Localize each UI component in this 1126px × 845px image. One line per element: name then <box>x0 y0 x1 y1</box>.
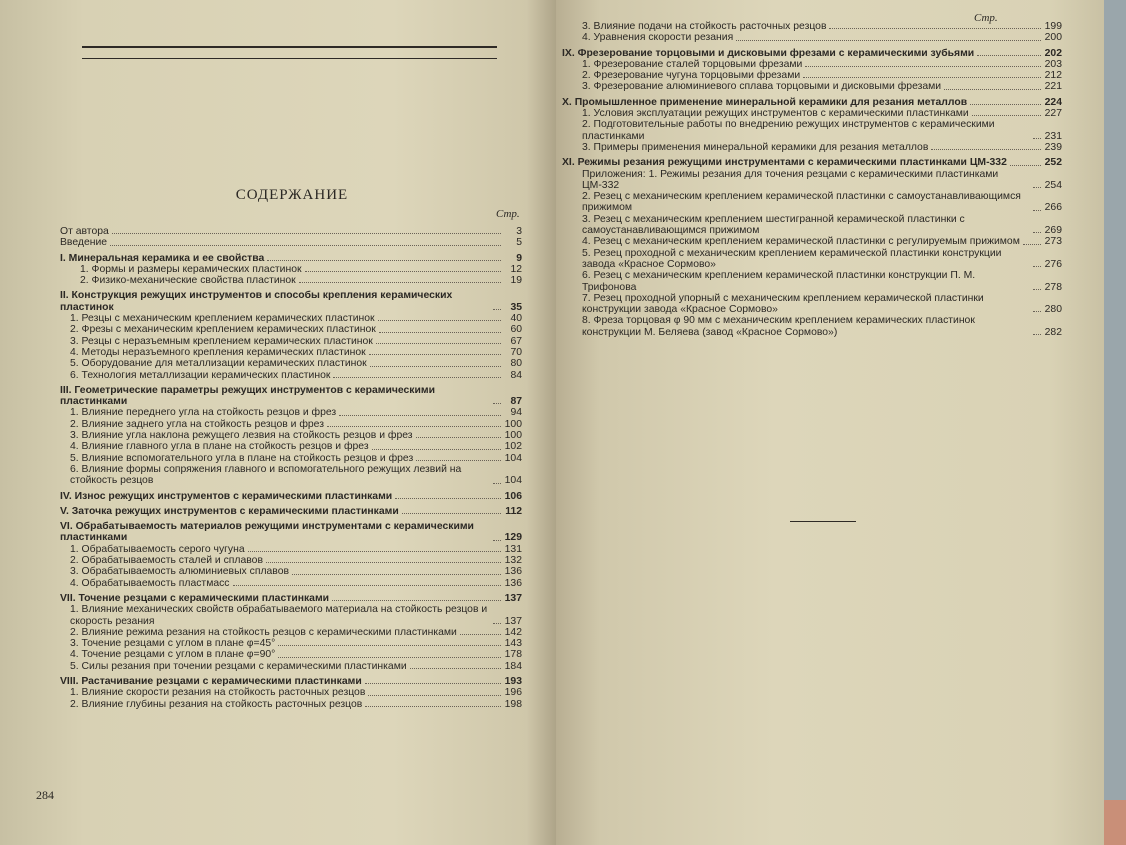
toc-entry-title: 3. Резцы с неразъемным креплением керамических пластинок <box>70 335 373 347</box>
toc-entry-title: 1. Влияние скорости резания на стойкость расточных резцов <box>70 687 366 699</box>
toc-entry-title: 1. Влияние механических свойств обрабатываемого материала на стойкость резцов и скорость резания <box>70 604 488 627</box>
toc-entry-page: 100 <box>504 418 522 430</box>
toc-entry-page: 282 <box>1044 326 1062 338</box>
contents-heading: СОДЕРЖАНИЕ <box>235 187 349 203</box>
toc-entry <box>60 430 522 441</box>
toc-entry-title: От автора <box>60 226 109 237</box>
toc-entry-title: 4. Точение резцами с углом в плане φ=90° <box>70 649 276 661</box>
toc-entry-title: X. Промышленное применение минеральной керамики для резания металлов <box>562 96 968 108</box>
toc-entry <box>60 649 522 660</box>
toc-entry-page: 221 <box>1044 81 1062 93</box>
toc-entry <box>60 593 522 604</box>
toc-entry-page: 104 <box>504 475 522 487</box>
leader-dots <box>972 115 1041 116</box>
leader-dots <box>829 28 1041 29</box>
toc-entry <box>60 441 522 452</box>
top-rule <box>82 46 497 48</box>
toc-entry <box>60 324 522 335</box>
toc-entry-page: 280 <box>1044 304 1062 316</box>
toc-entry <box>60 226 522 237</box>
toc-entry-page: 212 <box>1044 70 1062 82</box>
toc-entry-page: 254 <box>1044 179 1062 191</box>
toc-entry-title: 8. Фреза торцовая φ 90 мм с механическим креплением керамических пластинок конструкции М. Беляева (завод «Красное Сормово») <box>582 315 975 338</box>
toc-entry-title: 2. Влияние глубины резания на стойкость расточных резцов <box>70 698 363 710</box>
leader-dots <box>1033 289 1041 290</box>
toc-entry-page: 100 <box>504 430 522 442</box>
leader-dots <box>327 426 501 427</box>
toc-entry-page: 40 <box>510 313 522 325</box>
toc-entry-title: 2. Фрезерование чугуна торцовыми фрезами <box>582 70 801 82</box>
leader-dots <box>931 149 1041 150</box>
toc-entry <box>562 293 1062 316</box>
toc-entry <box>60 290 522 313</box>
toc-entry <box>562 169 1062 192</box>
toc-entry-title: 5. Оборудование для металлизации керамических пластинок <box>70 358 367 370</box>
toc-entry-page: 184 <box>504 660 522 672</box>
toc-entry-title: VIII. Растачивание резцами с керамическими пластинками <box>60 675 362 687</box>
toc-entry-page: 199 <box>1044 21 1062 32</box>
toc-entry-page: 136 <box>504 577 522 589</box>
toc-entry-title: 3. Примеры применения минеральной керамики для резания металлов <box>582 141 929 153</box>
toc-entry-page: 131 <box>504 543 522 555</box>
toc-entry <box>60 237 522 248</box>
toc-entry <box>60 453 522 464</box>
leader-dots <box>248 551 501 552</box>
toc-entry-page: 200 <box>1044 32 1062 44</box>
toc-entry-title: 1. Фрезерование сталей торцовыми фрезами <box>582 58 803 70</box>
leader-dots <box>493 403 501 404</box>
leader-dots <box>416 460 501 461</box>
toc-entry <box>60 676 522 687</box>
toc-entry-title: XI. Режимы резания режущими инструментами с керамическими пластинками ЦМ-332 <box>562 157 1007 169</box>
leader-dots <box>332 600 501 601</box>
toc-entry <box>562 97 1062 108</box>
toc-entry-title: 5. Влияние вспомогательного угла в плане на стойкость резцов и фрез <box>70 452 414 464</box>
leader-dots <box>493 309 501 310</box>
leader-dots <box>370 366 501 367</box>
end-rule <box>790 521 856 522</box>
toc-entry-title: VII. Точение резцами с керамическими пластинками <box>60 592 330 604</box>
leader-dots <box>278 657 501 658</box>
toc-entry-page: 266 <box>1044 202 1062 214</box>
toc-entry <box>60 491 522 502</box>
toc-entry-page: 143 <box>504 638 522 650</box>
leader-dots <box>1010 165 1041 166</box>
toc-entry-page: 136 <box>504 566 522 578</box>
toc-entry <box>60 555 522 566</box>
toc-entry-page: 132 <box>504 555 522 567</box>
leader-dots <box>305 271 501 272</box>
leader-dots <box>339 415 501 416</box>
toc-entry-title: 6. Технология металлизации керамических пластинок <box>70 369 331 381</box>
toc-entry <box>60 419 522 430</box>
toc-entry <box>562 142 1062 153</box>
toc-entry-title: Приложения: 1. Режимы резания для точения резцами с керамическими пластинками ЦМ-332 <box>582 168 999 191</box>
leader-dots <box>1033 266 1041 267</box>
toc-entry-page: 35 <box>510 301 522 313</box>
toc-entry-title: 4. Методы неразъемного крепления керамических пластинок <box>70 346 366 358</box>
page-column-label-right: Стр. <box>974 12 998 24</box>
toc-entry-title: 1. Резцы с механическим креплением керамических пластинок <box>70 313 375 325</box>
toc-entry <box>60 336 522 347</box>
leader-dots <box>365 706 501 707</box>
toc-entry-title: III. Геометрические параметры режущих инструментов с керамическими пластинками <box>60 384 435 408</box>
toc-entry-title: IV. Износ режущих инструментов с керамическими пластинками <box>60 490 393 502</box>
toc-entry-page: 178 <box>504 649 522 661</box>
toc-entry-page: 106 <box>504 490 522 502</box>
toc-entry <box>562 81 1062 92</box>
toc-entry-title: 3. Фрезерование алюминиевого сплава торцовыми и дисковыми фрезами <box>582 81 942 93</box>
toc-entry-page: 193 <box>504 675 522 687</box>
toc-entry-title: VI. Обрабатываемость материалов режущими инструментами с керамическими пластинками <box>60 521 474 544</box>
toc-entry-page: 80 <box>510 358 522 370</box>
toc-entry-title: 3. Резец с механическим креплением шестигранной керамической пластинки с самоустанавливающимся прижимом <box>582 213 965 237</box>
toc-entry-title: 2. Резец с механическим креплением керамической пластинки с самоустанавливающимся прижимом <box>582 191 1021 214</box>
top-rule-thin <box>82 58 497 59</box>
leader-dots <box>278 645 501 646</box>
page-number: 284 <box>36 788 54 802</box>
toc-entry <box>562 248 1062 271</box>
toc-entry <box>60 566 522 577</box>
toc-entry <box>60 604 522 627</box>
toc-entry-page: 276 <box>1044 258 1062 270</box>
left-page <box>0 0 560 845</box>
toc-entry-page: 196 <box>504 687 522 699</box>
toc-entry <box>562 59 1062 70</box>
toc-entry-page: 60 <box>510 324 522 336</box>
toc-entry-title: 1. Условия эксплуатации режущих инструментов с керамическими пластинками <box>582 108 969 120</box>
leader-dots <box>368 695 501 696</box>
toc-entry-title: 1. Обрабатываемость серого чугуна <box>70 543 245 555</box>
toc-entry-title: 2. Физико-механические свойства пластинок <box>80 275 296 287</box>
leader-dots <box>369 354 501 355</box>
toc-entry <box>60 264 522 275</box>
toc-entry-title: 2. Обрабатываемость сталей и сплавов <box>70 555 263 567</box>
leader-dots <box>1033 334 1041 335</box>
toc-entry-page: 5 <box>516 237 522 249</box>
toc-entry-title: 5. Резец проходной с механическим креплением керамической пластинки конструкции завода «Красное Сормово» <box>582 247 1002 270</box>
toc-entry <box>60 347 522 358</box>
toc-entry-title: 3. Точение резцами с углом в плане φ=45° <box>70 638 276 650</box>
toc-list-right <box>562 21 1062 338</box>
leader-dots <box>1033 210 1041 211</box>
toc-entry-page: 70 <box>510 346 522 358</box>
toc-entry <box>60 544 522 555</box>
leader-dots <box>379 332 501 333</box>
toc-list-left <box>60 226 522 710</box>
leader-dots <box>1033 187 1041 188</box>
leader-dots <box>493 483 501 484</box>
toc-entry-title: Введение <box>60 237 108 249</box>
toc-entry-page: 112 <box>505 505 522 517</box>
toc-entry <box>60 627 522 638</box>
toc-entry-title: 4. Обрабатываемость пластмасс <box>70 577 230 589</box>
leader-dots <box>376 343 501 344</box>
leader-dots <box>266 562 501 563</box>
toc-entry-title: 2. Влияние режима резания на стойкость резцов с керамическими пластинками <box>70 626 457 638</box>
toc-entry <box>60 521 522 544</box>
leader-dots <box>372 449 501 450</box>
toc-entry-title: 4. Влияние главного угла в плане на стойкость резцов и фрез <box>70 441 369 453</box>
leader-dots <box>299 282 501 283</box>
leader-dots <box>378 320 501 321</box>
toc-entry-page: 202 <box>1044 47 1062 59</box>
toc-entry-title: 3. Влияние угла наклона режущего лезвия на стойкость резцов и фрез <box>70 430 413 442</box>
toc-entry-page: 9 <box>516 252 522 264</box>
toc-entry-page: 278 <box>1044 281 1062 293</box>
toc-entry-title: 6. Резец с механическим креплением керамической пластинки конструкции П. М. Трифонова <box>582 270 976 293</box>
leader-dots <box>292 574 501 575</box>
toc-entry <box>562 70 1062 81</box>
leader-dots <box>803 77 1041 78</box>
toc-entry <box>60 661 522 672</box>
toc-entry-title: 6. Влияние формы сопряжения главного и вспомогательного режущих лезвий на стойкость резцов <box>70 463 462 487</box>
right-page <box>556 0 1104 845</box>
page-column-label: Стр. <box>496 208 520 220</box>
toc-entry <box>562 119 1062 142</box>
leader-dots <box>416 437 501 438</box>
toc-entry <box>562 157 1062 168</box>
toc-entry-page: 102 <box>504 441 522 453</box>
toc-entry-page: 129 <box>504 532 522 544</box>
leader-dots <box>460 634 501 635</box>
toc-entry-title: 4. Уравнения скорости резания <box>582 32 734 44</box>
leader-dots <box>493 623 501 624</box>
toc-entry <box>60 407 522 418</box>
toc-entry-title: 5. Силы резания при точении резцами с керамическими пластинками <box>70 660 407 672</box>
leader-dots <box>333 377 501 378</box>
toc-entry <box>562 191 1062 214</box>
toc-entry <box>60 370 522 381</box>
toc-entry <box>562 21 1062 32</box>
toc-entry <box>60 275 522 286</box>
toc-entry-page: 84 <box>510 369 522 381</box>
leader-dots <box>944 89 1041 90</box>
toc-entry-page: 19 <box>510 275 522 287</box>
toc-entry <box>60 578 522 589</box>
toc-entry-page: 273 <box>1044 236 1062 248</box>
leader-dots <box>410 668 501 669</box>
leader-dots <box>1033 311 1041 312</box>
toc-entry <box>60 385 522 408</box>
toc-entry-page: 231 <box>1044 130 1062 142</box>
leader-dots <box>1033 232 1041 233</box>
toc-entry-page: 137 <box>504 615 522 627</box>
leader-dots <box>112 233 501 234</box>
toc-entry-title: IX. Фрезерование торцовыми и дисковыми фрезами с керамическими зубьями <box>562 47 975 59</box>
leader-dots <box>402 513 501 514</box>
toc-entry-title: 1. Формы и размеры керамических пластинок <box>80 263 302 275</box>
toc-entry-title: 1. Влияние переднего угла на стойкость резцов и фрез <box>70 407 337 419</box>
leader-dots <box>970 104 1041 105</box>
toc-entry-title: II. Конструкция режущих инструментов и способы крепления керамических пластинок <box>60 290 453 313</box>
toc-entry <box>562 270 1062 293</box>
toc-entry <box>562 48 1062 59</box>
toc-entry <box>562 108 1062 119</box>
toc-entry-title: V. Заточка режущих инструментов с керамическими пластинками <box>60 505 399 517</box>
toc-entry <box>60 253 522 264</box>
leader-dots <box>267 260 501 261</box>
toc-entry <box>60 313 522 324</box>
toc-entry <box>60 358 522 369</box>
toc-entry-page: 252 <box>1044 157 1062 169</box>
toc-entry-title: 2. Влияние заднего угла на стойкость резцов и фрез <box>70 418 324 430</box>
toc-entry <box>562 315 1062 338</box>
toc-entry <box>60 506 522 517</box>
leader-dots <box>110 245 501 246</box>
leader-dots <box>977 55 1041 56</box>
toc-entry-page: 104 <box>504 452 522 464</box>
leader-dots <box>233 585 501 586</box>
toc-entry-title: 4. Резец с механическим креплением керамической пластинки с регулируемым прижимом <box>582 236 1020 248</box>
toc-entry-title: 7. Резец проходной упорный с механическим креплением керамической пластинки конструкции завода «Красное Сормово» <box>582 292 984 316</box>
toc-entry-page: 224 <box>1044 96 1062 108</box>
toc-entry-page: 137 <box>504 592 522 604</box>
leader-dots <box>395 498 501 499</box>
leader-dots <box>1033 138 1041 139</box>
leader-dots <box>805 66 1041 67</box>
toc-entry-page: 142 <box>504 626 522 638</box>
toc-entry <box>562 32 1062 43</box>
toc-entry <box>562 214 1062 237</box>
toc-entry-title: 3. Влияние подачи на стойкость расточных резцов <box>582 21 827 32</box>
toc-entry-page: 67 <box>510 335 522 347</box>
toc-entry <box>60 687 522 698</box>
toc-entry <box>60 699 522 710</box>
leader-dots <box>493 540 501 541</box>
toc-entry <box>60 464 522 487</box>
toc-entry-page: 239 <box>1044 141 1062 153</box>
toc-entry-page: 3 <box>516 226 522 237</box>
toc-entry-page: 269 <box>1044 225 1062 237</box>
toc-entry-page: 227 <box>1044 108 1062 120</box>
toc-entry-page: 87 <box>510 396 522 408</box>
leader-dots <box>365 683 501 684</box>
toc-entry-page: 198 <box>504 698 522 710</box>
toc-entry-page: 12 <box>510 263 522 275</box>
leader-dots <box>1023 244 1041 245</box>
toc-entry <box>562 236 1062 247</box>
toc-entry <box>60 638 522 649</box>
leader-dots <box>736 40 1041 41</box>
toc-entry-page: 203 <box>1044 58 1062 70</box>
toc-entry-title: I. Минеральная керамика и ее свойства <box>60 252 265 264</box>
toc-entry-title: 3. Обрабатываемость алюминиевых сплавов <box>70 566 289 578</box>
toc-entry-title: 2. Подготовительные работы по внедрению режущих инструментов с керамическими пластинками <box>582 119 995 142</box>
toc-entry-page: 94 <box>510 407 522 419</box>
toc-entry-title: 2. Фрезы с механическим креплением керамических пластинок <box>70 324 376 336</box>
